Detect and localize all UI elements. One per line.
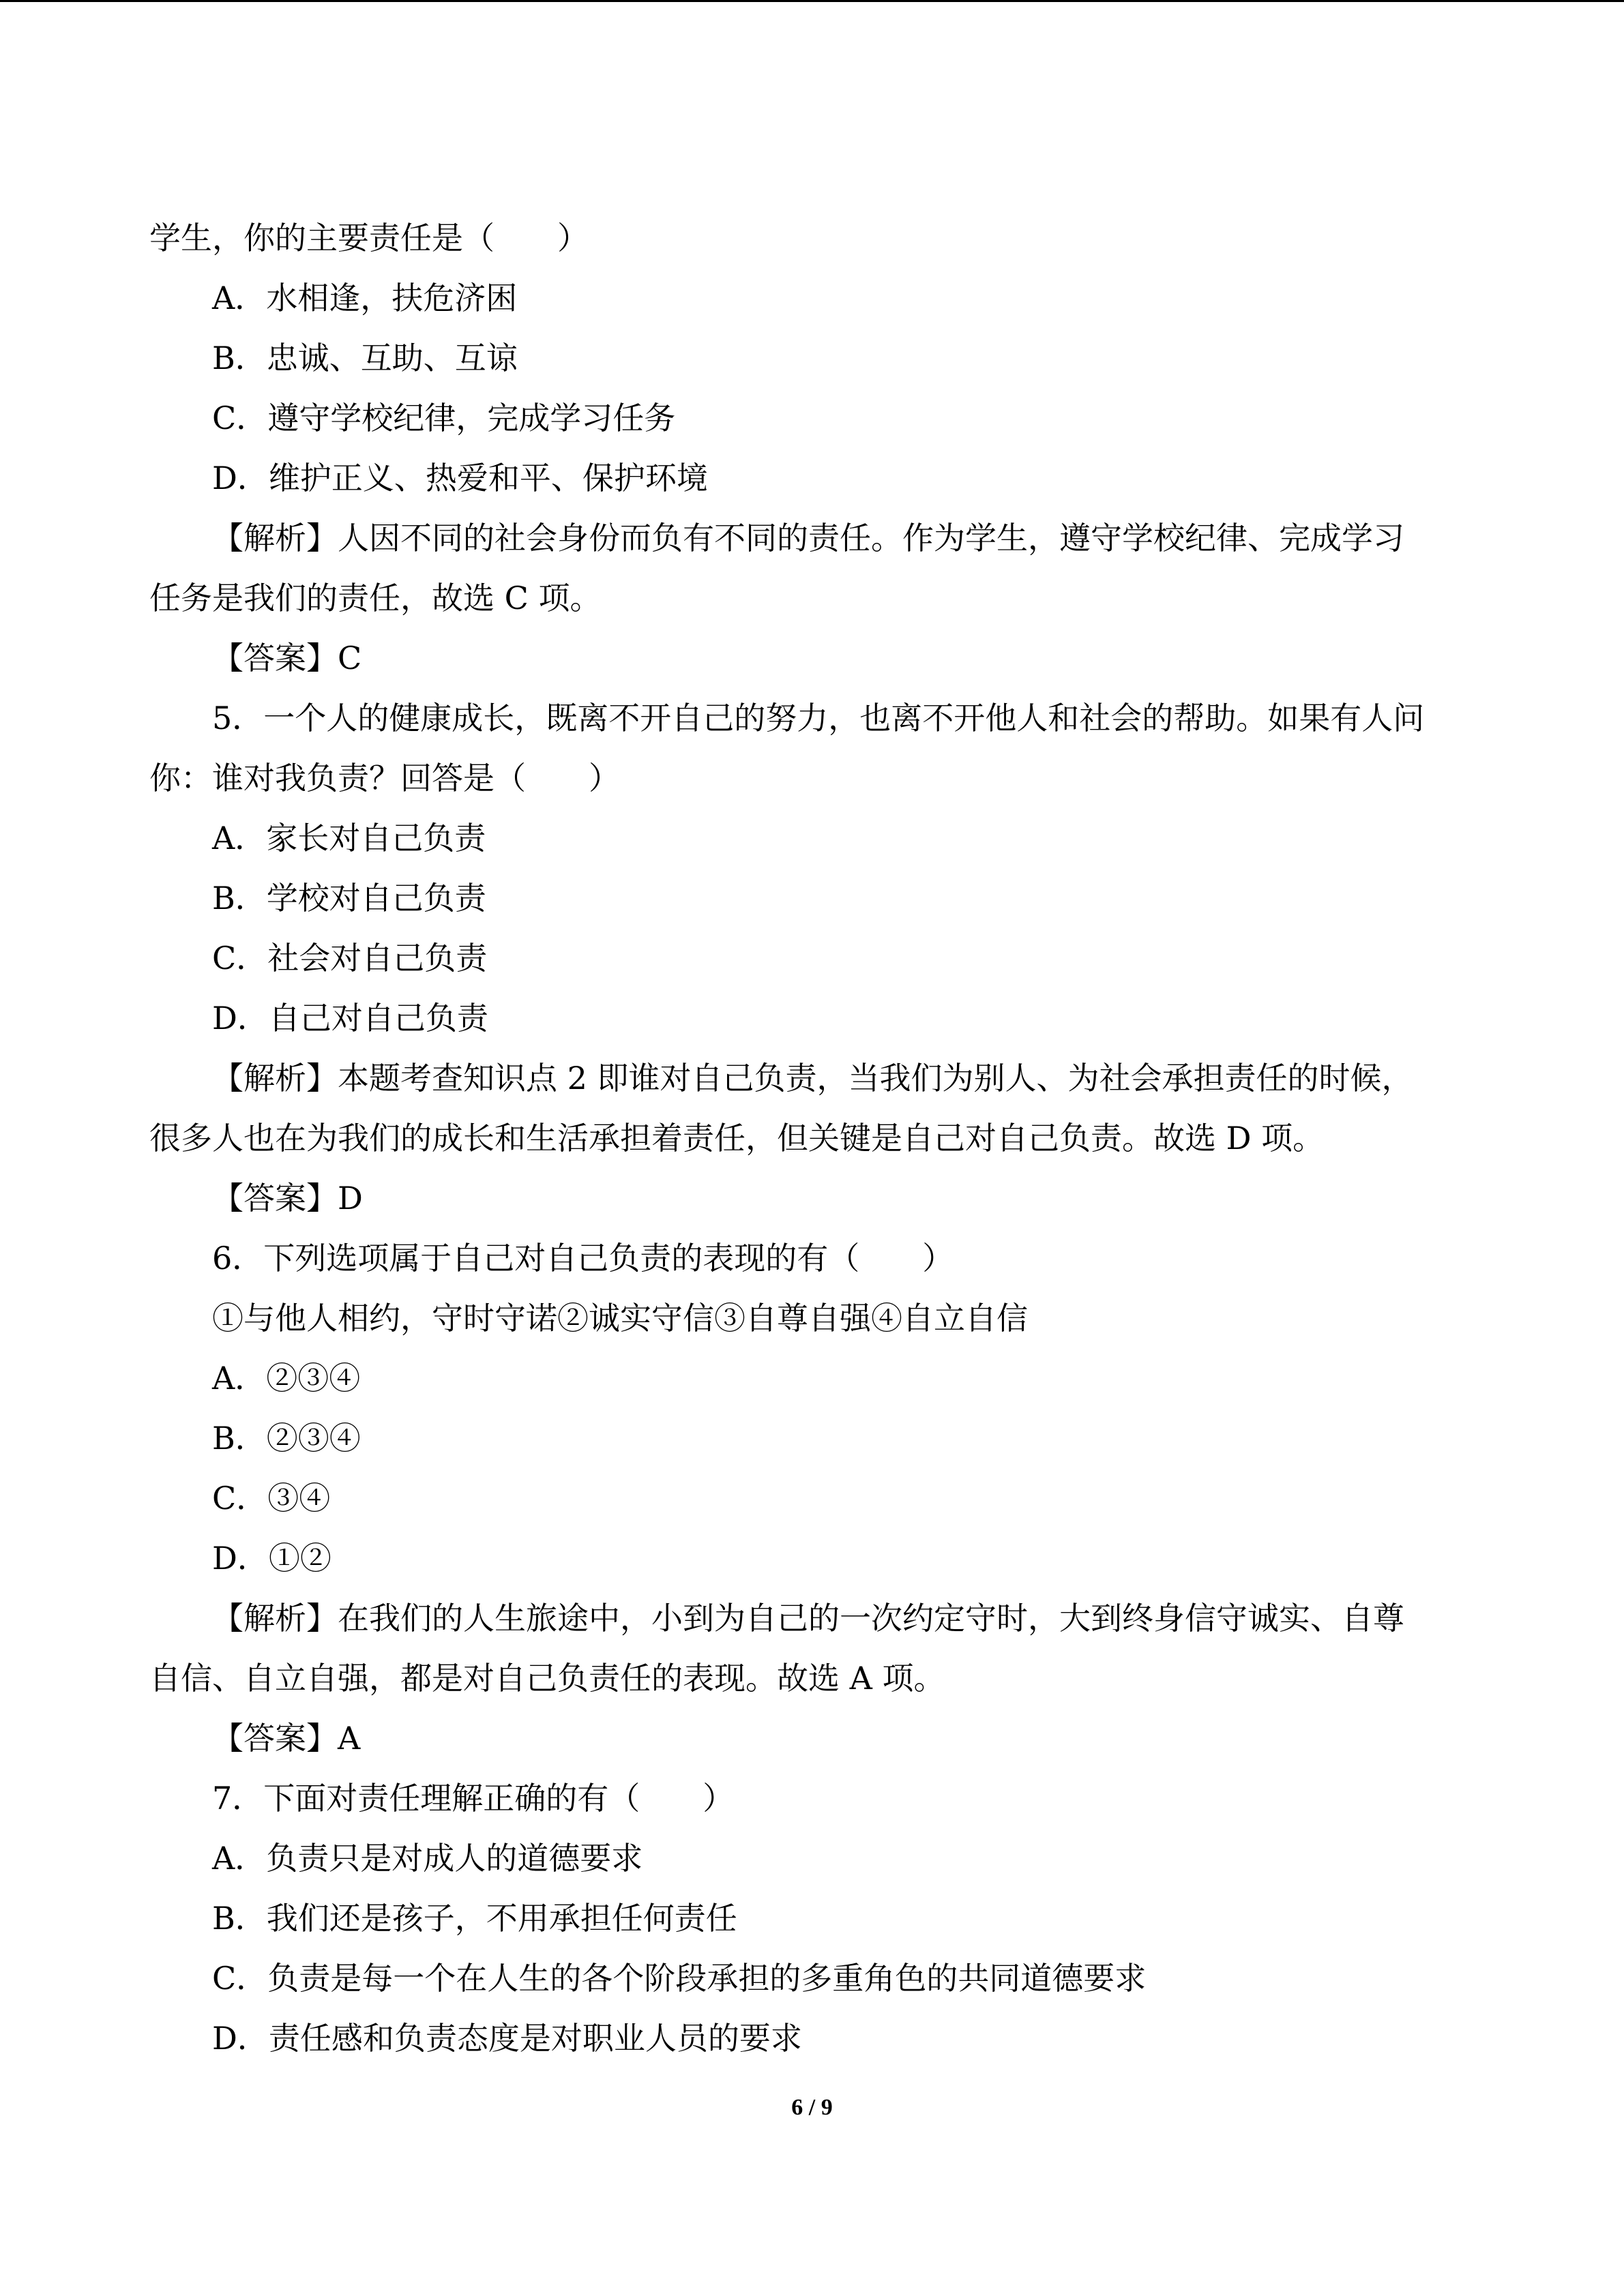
text-line: 【答案】C bbox=[212, 640, 362, 676]
text-line: B．我们还是孩子，不用承担任何责任 bbox=[212, 1900, 737, 1937]
page-number: 6 / 9 bbox=[791, 2095, 833, 2120]
document-body bbox=[149, 208, 1479, 2068]
text-line: 【答案】D bbox=[212, 1180, 363, 1217]
text-line: C．遵守学校纪律，完成学习任务 bbox=[212, 400, 676, 436]
text-line: 6．下列选项属于自己对自己负责的表现的有（ ） bbox=[212, 1240, 954, 1277]
text-line: 【解析】在我们的人生旅途中，小到为自己的一次约定守时，大到终身信守诚实、自尊 bbox=[212, 1600, 1404, 1637]
text-line: A．负责只是对成人的道德要求 bbox=[212, 1840, 643, 1877]
text-line: C．负责是每一个在人生的各个阶段承担的多重角色的共同道德要求 bbox=[212, 1960, 1147, 1997]
text-line: 5．一个人的健康成长，既离不开自己的努力，也离不开他人和社会的帮助。如果有人问 bbox=[212, 700, 1425, 736]
top-border-line bbox=[0, 0, 1624, 2]
text-line: 【答案】A bbox=[212, 1720, 361, 1757]
text-line: C．社会对自己负责 bbox=[212, 940, 488, 976]
text-line: 【解析】本题考查知识点 2 即谁对自己负责，当我们为别人、为社会承担责任的时候， bbox=[212, 1060, 1413, 1097]
text-line: A．②③④ bbox=[212, 1360, 361, 1397]
text-line: 学生，你的主要责任是（ ） bbox=[149, 220, 589, 256]
text-line: 【解析】人因不同的社会身份而负有不同的责任。作为学生，遵守学校纪律、完成学习 bbox=[212, 520, 1404, 556]
text-line: D．责任感和负责态度是对职业人员的要求 bbox=[212, 2020, 802, 2057]
text-line: D．①② bbox=[212, 1540, 331, 1577]
text-line: D．维护正义、热爱和平、保护环境 bbox=[212, 460, 708, 496]
text-line: 7．下面对责任理解正确的有（ ） bbox=[212, 1780, 735, 1817]
text-line: 你：谁对我负责？回答是（ ） bbox=[149, 760, 620, 796]
text-line: D．自己对自己负责 bbox=[212, 1000, 488, 1037]
text-line: 很多人也在为我们的成长和生活承担着责任，但关键是自己对自己负责。故选 D 项。 bbox=[149, 1120, 1325, 1157]
text-line: B．忠诚、互助、互谅 bbox=[212, 340, 518, 376]
text-line: A．水相逢，扶危济困 bbox=[212, 280, 518, 316]
text-line: B．②③④ bbox=[212, 1420, 361, 1457]
text-line: B．学校对自己负责 bbox=[212, 880, 486, 916]
text-line: 自信、自立自强，都是对自己负责任的表现。故选 A 项。 bbox=[149, 1660, 945, 1697]
text-line: C．③④ bbox=[212, 1480, 331, 1517]
text-line: A．家长对自己负责 bbox=[212, 820, 486, 856]
text-line: 任务是我们的责任，故选 C 项。 bbox=[149, 580, 602, 616]
text-line: ①与他人相约，守时守诺②诚实守信③自尊自强④自立自信 bbox=[212, 1300, 1028, 1337]
